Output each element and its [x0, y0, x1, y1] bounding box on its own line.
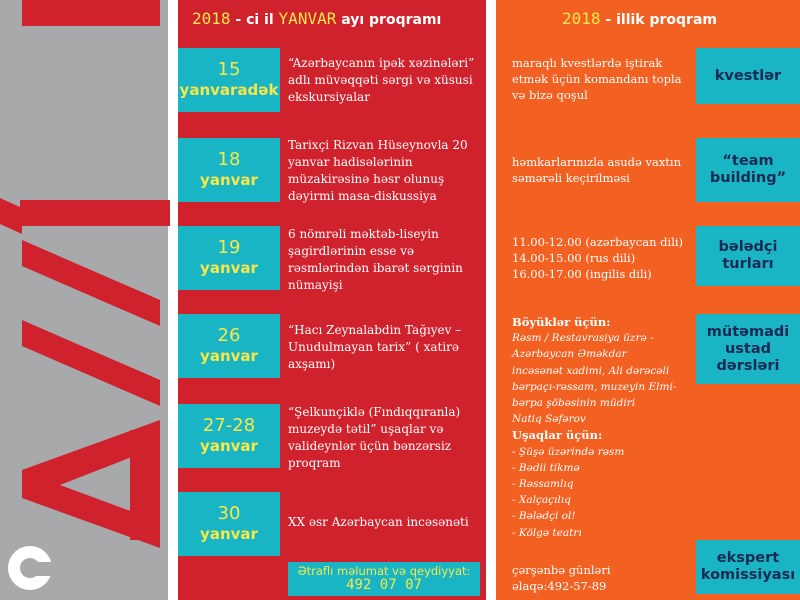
- kids-item: - Bələdçi ol!: [512, 510, 576, 523]
- guide-label-line1: bələdçi: [718, 239, 778, 255]
- event-day: 18: [217, 149, 241, 170]
- adults-line: Rəsm / Restavrasiya üzrə -: [512, 332, 654, 345]
- expert-days: çərşənbə günləri: [512, 563, 611, 577]
- january-header: [192, 9, 441, 28]
- event-month: yanvar: [200, 259, 258, 277]
- master-label-line2: ustad: [724, 340, 772, 357]
- guide-line: 11.00-12.00 (azərbaycan dili): [512, 235, 684, 249]
- event-text-3: 6 nömrəli məktəb-liseyin şagirdlərinin esse və rəsmlərindən ibarət sərginin nümayişi: [288, 227, 463, 292]
- registration-label: Ətraflı məlumat və qeydiyyat:: [297, 564, 471, 578]
- adults-line: bərpa şöbəsinin müdiri: [512, 397, 636, 410]
- event-date-2: [178, 138, 280, 202]
- guide-line: 14.00-15.00 (rus dili): [512, 251, 636, 265]
- kvest-text: maraqlı kvestlərdə iştirak etmək üçün komandanı topla və bizə qoşul: [512, 56, 682, 102]
- event-date-4: [178, 314, 280, 378]
- kids-item: - Bədii tikmə: [512, 461, 580, 474]
- guide-schedule: [512, 234, 692, 282]
- kids-item: - Xalçaçılıq: [512, 494, 571, 507]
- kids-item: - Şüşə üzərində rəsm: [512, 445, 625, 458]
- kids-item: - Rəssamlıq: [512, 478, 574, 491]
- january-header-tail: ayı proqramı: [336, 12, 442, 28]
- january-month: YANVAR: [278, 9, 337, 28]
- event-text-2: Tarixçi Rizvan Hüseynovla 20 yanvar hadisələrinin müzakirəsinə həsr olunuş dəyirmi masa-diskussiya: [288, 138, 468, 203]
- adults-line: Azərbaycan Əməkdar: [512, 348, 627, 361]
- event-day: 26: [217, 325, 241, 346]
- team-building-text: həmkarlarınızla asudə vaxtın səmərəli keçirilməsi: [512, 155, 682, 185]
- annual-header-tail: - illik proqram: [600, 12, 717, 28]
- event-text-6: XX əsr Azərbaycan incəsənəti: [288, 515, 469, 529]
- event-day: 27-28: [202, 415, 256, 436]
- adults-line: bərpaçı-rəssam, muzeyin Elmi-: [512, 380, 677, 393]
- guide-line: 16.00-17.00 (ingilis dili): [512, 267, 652, 281]
- event-text-5: “Şelkunçiklə (Fındıqqıranla) muzeydə tətil” uşaqlar və valideynlər üçün bənzərsiz proqram: [288, 405, 461, 470]
- team-label-line1: “team: [722, 153, 774, 169]
- event-day: 19: [217, 237, 241, 258]
- expert-label-line1: ekspert: [716, 550, 780, 566]
- event-month: yanvaradək: [179, 81, 279, 99]
- event-date-1: [178, 48, 280, 112]
- registration-info: [288, 562, 480, 596]
- annual-header: [562, 9, 717, 28]
- event-day: 30: [217, 503, 241, 524]
- event-month: yanvar: [200, 437, 258, 455]
- event-month: yanvar: [200, 347, 258, 365]
- registration-phone[interactable]: 492 07 07: [346, 577, 422, 593]
- event-date-5: [178, 404, 280, 468]
- expert-contact: əlaqə:492-57-89: [512, 579, 607, 593]
- adults-line: Natiq Səfərov: [512, 413, 586, 426]
- master-label-line1: mütəmadi: [706, 323, 790, 340]
- master-classes-label: [696, 314, 800, 384]
- event-day: 15: [217, 59, 241, 80]
- workshops-description: [512, 314, 692, 541]
- team-label-line2: building”: [709, 170, 787, 186]
- adults-heading: Böyüklər üçün:: [512, 315, 611, 329]
- event-text-4: “Hacı Zeynalabdin Tağıyev – Unudulmayan tarix” ( xatirə axşamı): [288, 323, 462, 371]
- team-building-label: [696, 138, 800, 202]
- kvest-label-text: kvestlər: [714, 67, 782, 84]
- kids-item: - Kölgə teatrı: [512, 526, 582, 539]
- event-month: yanvar: [200, 525, 258, 543]
- january-year: 2018: [192, 9, 231, 28]
- guide-tours-label: [696, 226, 800, 286]
- expert-commission-label: [696, 540, 800, 594]
- expert-info: [512, 562, 692, 594]
- divider-right: [486, 0, 496, 600]
- event-month: yanvar: [200, 171, 258, 189]
- january-header-mid: - ci il: [230, 12, 279, 28]
- event-text-1: “Azərbaycanın ipək xəzinələri” adlı müvəqqəti sərgi və xüsusi ekskursiyalar: [288, 56, 475, 104]
- expert-label-line2: komissiyası: [700, 567, 796, 583]
- event-date-3: [178, 226, 280, 290]
- guide-label-line2: turları: [722, 256, 774, 272]
- master-label-line3: dərsləri: [716, 357, 780, 374]
- kvest-label: [696, 48, 800, 104]
- adults-line: incəsənət xadimi, Ali dərəcəli: [512, 364, 670, 377]
- annual-year: 2018: [562, 9, 601, 28]
- kids-heading: Uşaqlar üçün:: [512, 428, 603, 443]
- museum-logo-letters: [0, 0, 178, 600]
- event-date-6: [178, 492, 280, 556]
